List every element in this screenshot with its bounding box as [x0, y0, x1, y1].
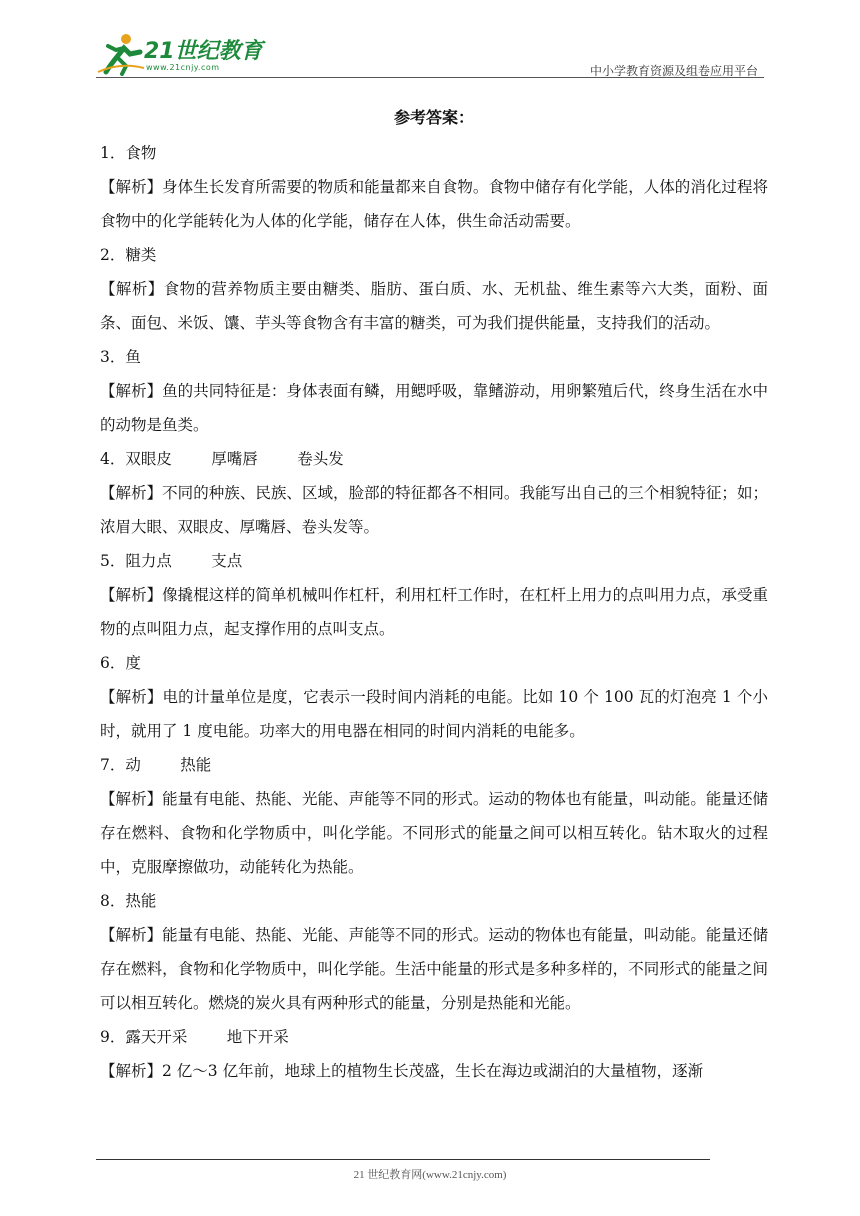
answer-line: 3．鱼 — [100, 348, 141, 366]
answer-line: 9．露天开采 地下开采 — [100, 1028, 289, 1046]
answer-item-4 — [100, 442, 768, 544]
answer-line: 4．双眼皮 厚嘴唇 卷头发 — [100, 450, 344, 468]
logo-url: www.21cnjy.com — [146, 63, 220, 72]
answer-line: 1．食物 — [100, 144, 157, 162]
analysis-text: 【解析】能量有电能、热能、光能、声能等不同的形式。运动的物体也有能量，叫动能。能量还储存在燃料、食物和化学物质中，叫化学能。不同形式的能量之间可以相互转化。钻木取火的过程中，克服摩擦做功，动能转化为热能。 — [100, 790, 768, 876]
analysis-text: 【解析】电的计量单位是度，它表示一段时间内消耗的电能。比如 10 个 100 瓦的灯泡亮 1 个小时，就用了 1 度电能。功率大的用电器在相同的时间内消耗的电能多。 — [100, 688, 768, 740]
answer-item-5 — [100, 544, 768, 646]
analysis-text: 【解析】像撬棍这样的简单机械叫作杠杆，利用杠杆工作时，在杠杆上用力的点叫用力点，承受重物的点叫阻力点，起支撑作用的点叫支点。 — [100, 586, 768, 638]
footer-divider — [96, 1159, 710, 1160]
answer-item-6 — [100, 646, 768, 748]
analysis-text: 【解析】身体生长发育所需要的物质和能量都来自食物。食物中储存有化学能，人体的消化过程将食物中的化学能转化为人体的化学能，储存在人体，供生命活动需要。 — [100, 178, 768, 230]
analysis-text: 【解析】食物的营养物质主要由糖类、脂肪、蛋白质、水、无机盐、维生素等六大类，面粉、面条、面包、米饭、馕、芋头等食物含有丰富的糖类，可为我们提供能量，支持我们的活动。 — [100, 280, 768, 332]
page-header — [96, 30, 764, 78]
answer-item-1 — [100, 136, 768, 238]
analysis-text: 【解析】能量有电能、热能、光能、声能等不同的形式。运动的物体也有能量，叫动能。能量还储存在燃料，食物和化学物质中，叫化学能。生活中能量的形式是多种多样的，不同形式的能量之间可以相互转化。燃烧的炭火具有两种形式的能量，分别是热能和光能。 — [100, 926, 768, 1012]
answer-line: 5．阻力点 支点 — [100, 552, 243, 570]
page-footer: 21 世纪教育网(www.21cnjy.com) — [353, 1169, 507, 1181]
page-title: 参考答案： — [393, 108, 474, 127]
answer-content — [100, 100, 768, 1088]
analysis-text: 【解析】不同的种族、民族、区域，脸部的特征都各不相同。我能写出自己的三个相貌特征；如；浓眉大眼、双眼皮、厚嘴唇、卷头发等。 — [100, 484, 768, 536]
runner-logo-icon — [96, 32, 146, 76]
analysis-text: 【解析】2 亿～3 亿年前，地球上的植物生长茂盛，生长在海边或湖泊的大量植物，逐渐 — [100, 1062, 704, 1080]
answer-line: 8．热能 — [100, 892, 157, 910]
header-divider — [96, 77, 764, 78]
site-logo — [96, 30, 276, 78]
answer-item-8 — [100, 884, 768, 1020]
answer-item-3 — [100, 340, 768, 442]
answer-line: 2．糖类 — [100, 246, 157, 264]
platform-title: 中小学教育资源及组卷应用平台 — [589, 64, 758, 78]
answer-line: 7．动 热能 — [100, 756, 212, 774]
answer-item-9 — [100, 1020, 768, 1088]
answer-item-2 — [100, 238, 768, 340]
analysis-text: 【解析】鱼的共同特征是：身体表面有鳞，用鳃呼吸，靠鳍游动，用卵繁殖后代，终身生活在水中的动物是鱼类。 — [100, 382, 768, 434]
answer-item-7 — [100, 748, 768, 884]
logo-text: 21世纪教育 — [144, 39, 263, 64]
answer-line: 6．度 — [100, 654, 141, 672]
